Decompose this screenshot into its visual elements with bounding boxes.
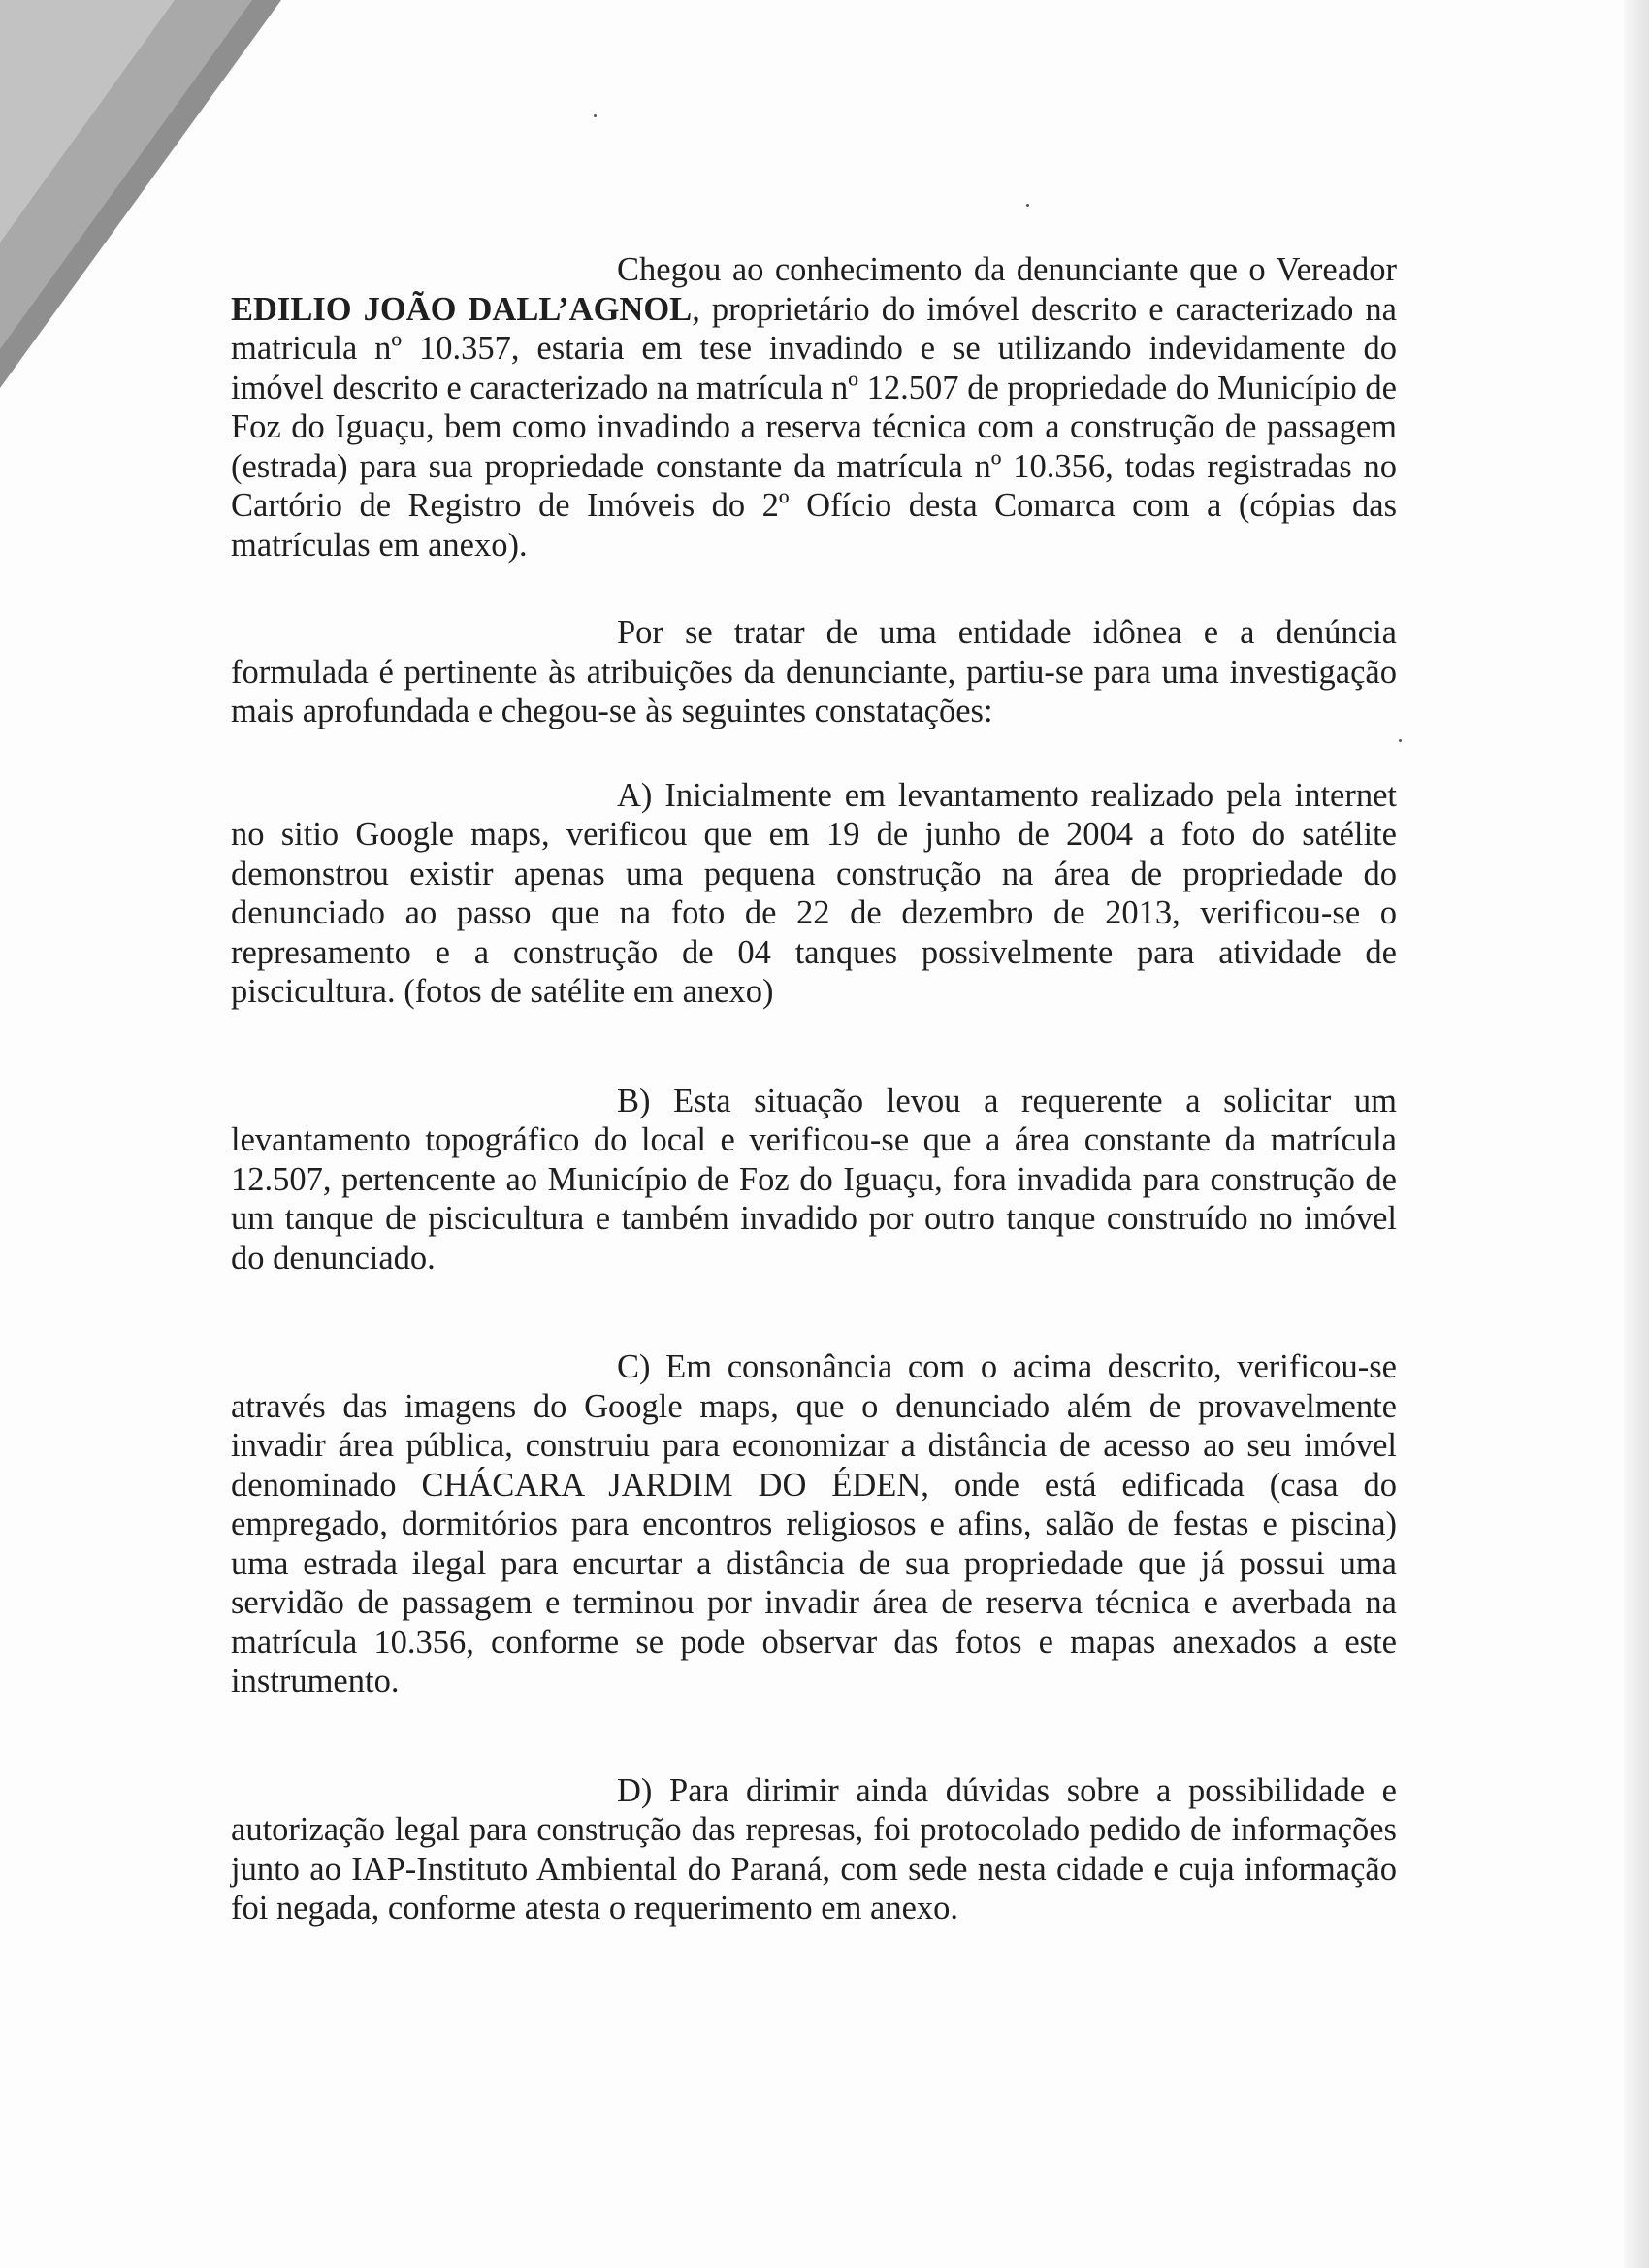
denounced-name: EDILIO JOÃO DALL’AGNOL (231, 290, 693, 328)
paragraph-item-c (231, 1347, 1397, 1701)
scan-speck (594, 114, 597, 117)
paragraph-intro (231, 250, 1397, 565)
scan-speck (1026, 204, 1029, 207)
document-body (231, 250, 1397, 1928)
paragraph-item-c-text: C) Em consonância com o acima descrito, verificou-se através das imagens do Google maps, que o denunciado além de provavelmente invadir área pública, construiu para economizar a distância de acesso ao seu imóvel denominado CHÁCARA JARDIM DO ÉDEN, onde está edificada (casa do empregado, dormitórios para encontros religiosos e afins, salão de festas e piscina) uma estrada ilegal para encurtar a distância de sua propriedade que já possui uma servidão de passagem e terminou por invadir área de reserva técnica e averbada na matrícula 10.356, conforme se pode observar das fotos e mapas anexados a este instrumento. (231, 1348, 1397, 1700)
folded-corner-highlight (0, 0, 175, 243)
paragraph-item-d (231, 1771, 1397, 1928)
paragraph-item-b (231, 1082, 1397, 1279)
page-edge-shadow (1624, 0, 1649, 2268)
paragraph-intro-rest: , proprietário do imóvel descrito e caracterizado na matricula nº 10.357, estaria em tese invadindo e se utilizando indevidamente do imóvel descrito e caracterizado na matrícula nº 12.507 de propriedade do Município de Foz do Iguaçu, bem como invadindo a reserva técnica com a construção de passagem (estrada) para sua propriedade constante da matrícula nº 10.356, todas registradas no Cartório de Registro de Imóveis do 2º Ofício desta Comarca com a (cópias das matrículas em anexo). (231, 290, 1397, 564)
paragraph-item-d-text: D) Para dirimir ainda dúvidas sobre a possibilidade e autorização legal para construção das represas, foi protocolado pedido de informações junto ao IAP-Instituto Ambiental do Paraná, com sede nesta cidade e cuja informação foi negada, conforme atesta o requerimento em anexo. (231, 1771, 1397, 1927)
paragraph-item-a (231, 776, 1397, 1012)
paragraph-item-a-text: A) Inicialmente em levantamento realizado pela internet no sitio Google maps, verificou que em 19 de junho de 2004 a foto do satélite demonstrou existir apenas uma pequena construção na área de propriedade do denunciado ao passo que na foto de 22 de dezembro de 2013, verificou-se o represamento e a construção de 04 tanques possivelmente para atividade de piscicultura. (fotos de satélite em anexo) (231, 776, 1397, 1010)
scan-speck (1399, 739, 1402, 742)
paragraph-intro-lead: Chegou ao conhecimento da denunciante que o Vereador (617, 251, 1397, 288)
paragraph-item-b-text: B) Esta situação levou a requerente a solicitar um levantamento topográfico do local e verificou-se que a área constante da matrícula 12.507, pertencente ao Município de Foz do Iguaçu, fora invadida para construção de um tanque de piscicultura e também invadido por outro tanque construído no imóvel do denunciado. (231, 1082, 1397, 1277)
paragraph-investigation-text: Por se tratar de uma entidade idônea e a denúncia formulada é pertinente às atribuições da denunciante, partiu-se para uma investigação mais aprofundada e chegou-se às seguintes constatações: (231, 614, 1397, 729)
paragraph-investigation (231, 613, 1397, 731)
